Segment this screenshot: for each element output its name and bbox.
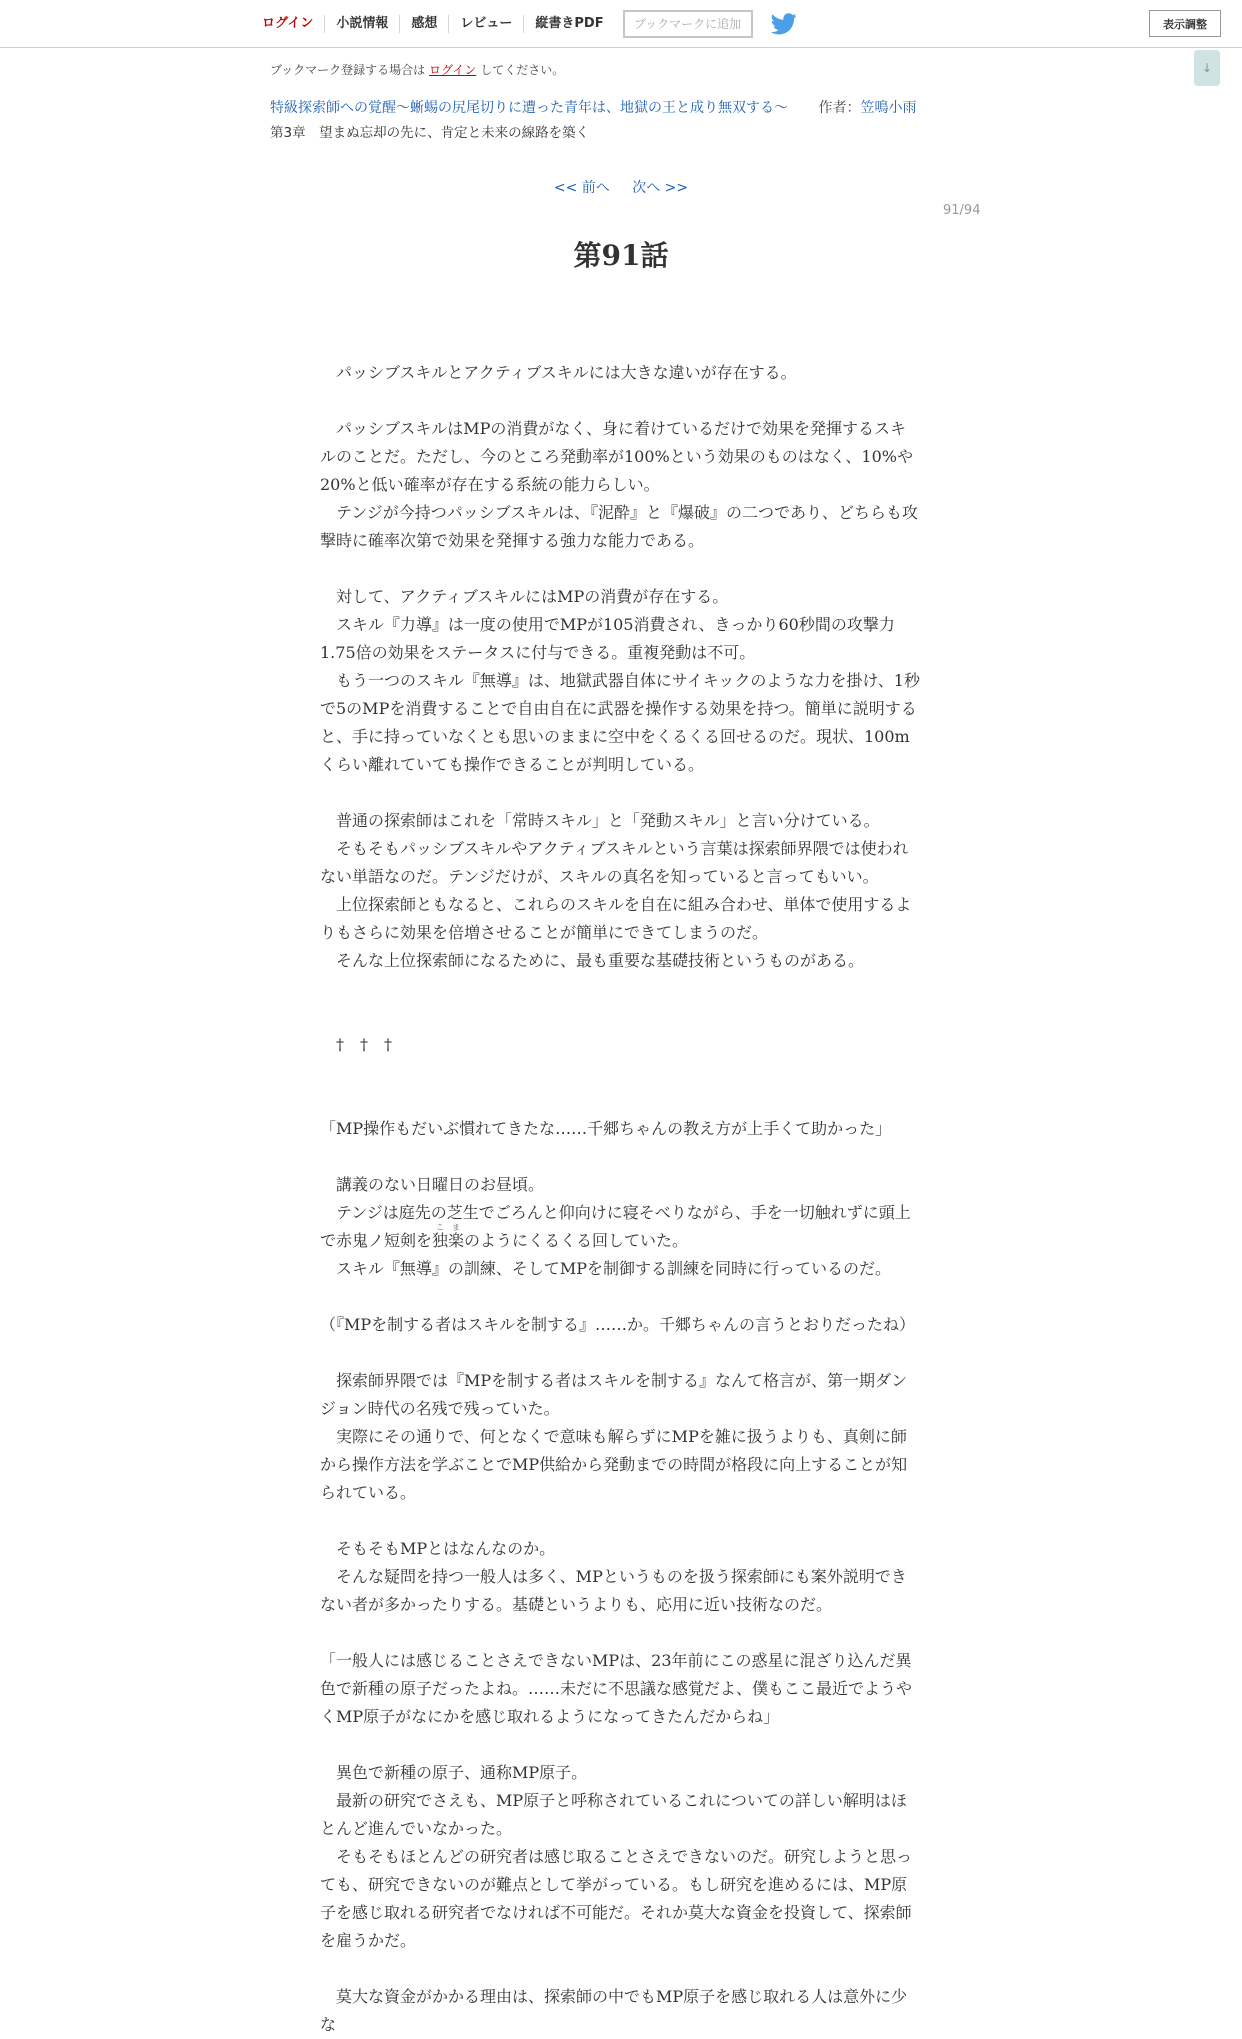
bookmark-notice [270,61,564,78]
novel-title-line [270,97,916,117]
episode-body [320,359,920,2039]
paragraph: そもそもほとんどの研究者は感じ取ることさえできないのだ。研究しようと思っても、研究できないのが難点として挙がっている。もし研究を進めるには、MP原子を感じ取れる研究者でなければ不可能だ。それか莫大な資金を投資して、探索師を雇うかだ。 [320,1847,913,1950]
novel-title-link[interactable]: 特級探索師への覚醒～蜥蜴の尻尾切りに遭った青年は、地獄の王と成り無双する～ [270,100,788,116]
paragraph: パッシブスキルはMPの消費がなく、身に着けているだけで効果を発揮するスキルのことだ。ただし、今のところ発動率が100%という効果のものはなく、10%や20%と低い確率が存在する系統の能力らしい。 [320,419,913,494]
notice-before: ブックマーク登録する場合は [270,63,426,77]
nav-review[interactable]: レビュー [449,15,524,33]
episode-title: 第91話 [573,239,669,272]
ruby-reading: こま [432,1223,465,1232]
ruby-base: 独楽 [432,1231,465,1250]
author-link[interactable]: 笠鳴小雨 [860,100,917,116]
scene-separator: † † † [320,1035,393,1054]
paragraph: スキル『力導』は一度の使用でMPが105消費され、きっかり60秒間の攻撃力1.75倍の効果をステータスに付与できる。重複発動は不可。 [320,615,895,662]
paragraph: 普通の探索師はこれを「常時スキル」と「発動スキル」と言い分けている。 [320,811,880,830]
main-nav [252,0,797,47]
ruby-word [432,1223,465,1250]
paragraph: そんな疑問を持つ一般人は多く、MPというものを扱う探索師にも案外説明できない者が多かったりする。基礎というよりも、応用に近い技術なのだ。 [320,1567,907,1614]
add-bookmark-button[interactable]: ブックマークに追加 [623,10,753,38]
author-label: 作者： [818,100,861,116]
episode-count: 91/94 [943,203,981,218]
nav-login[interactable]: ログイン [252,15,325,33]
paragraph: 探索師界隈では『MPを制する者はスキルを制する』なんて格言が、第一期ダンジョン時代の名残で残っていた。 [320,1371,908,1418]
nav-novel-info[interactable]: 小説情報 [325,15,400,33]
episode-pager [0,177,1242,197]
paragraph: 「一般人には感じることさえできないMPは、23年前にこの惑星に混ざり込んだ異色で新種の原子だったよね。……未だに不思議な感覚だよ、僕もここ最近でようやくMP原子がなにかを感じ取れるようになってきたんだからね」 [320,1651,913,1726]
paragraph: そんな上位探索師になるために、最も重要な基礎技術というものがある。 [320,951,865,970]
display-settings-button[interactable]: 表示調整 [1149,10,1221,37]
nav-impressions[interactable]: 感想 [400,15,449,33]
scroll-down-button[interactable]: ↓ [1194,50,1220,86]
paragraph: 莫大な資金がかかる理由は、探索師の中でもMP原子を感じ取れる人は意外に少な [320,1987,908,2034]
paragraph-part: テンジは庭先の芝生でごろんと仰向けに寝そべりながら、手を一切触れずに頭上で赤鬼ノ短剣を [320,1203,911,1250]
paragraph: 実際にその通りで、何となくで意味も解らずにMPを雑に扱うよりも、真剣に師から操作方法を学ぶことでMP供給から発動までの時間が格段に向上することが知られている。 [320,1427,908,1502]
nav-vertical-pdf[interactable]: 縦書きPDF [535,15,604,31]
paragraph: 上位探索師ともなると、これらのスキルを自在に組み合わせ、単体で使用するよりもさらに効果を倍増させることが簡単にできてしまうのだ。 [320,895,912,942]
paragraph: そもそもパッシブスキルやアクティブスキルという言葉は探索師界隈では使われない単語なのだ。テンジだけが、スキルの真名を知っていると言ってもいい。 [320,839,909,886]
paragraph: 対して、アクティブスキルにはMPの消費が存在する。 [320,587,729,606]
paragraph: 最新の研究でさえも、MP原子と呼称されているこれについての詳しい解明はほとんど進んでいなかった。 [320,1791,907,1838]
top-header [0,0,1242,48]
paragraph: 講義のない日曜日のお昼頃。 [320,1175,545,1194]
paragraph: 異色で新種の原子、通称MP原子。 [320,1763,588,1782]
notice-after: してください。 [480,63,565,77]
paragraph: （『MPを制する者はスキルを制する』……か。千郷ちゃんの言うとおりだったね） [320,1315,915,1334]
paragraph: スキル『無導』の訓練、そしてMPを制御する訓練を同時に行っているのだ。 [320,1259,891,1278]
twitter-icon[interactable] [771,13,797,35]
next-episode-link[interactable]: 次へ >> [632,180,689,196]
chapter-title: 第3章 望まぬ忘却の先に、肯定と未来の線路を築く [270,125,590,141]
notice-login-link[interactable]: ログイン [429,63,477,77]
paragraph: テンジが今持つパッシブスキルは、『泥酔』と『爆破』の二つであり、どちらも攻撃時に確率次第で効果を発揮する強力な能力である。 [320,503,919,550]
prev-episode-link[interactable]: << 前へ [553,180,610,196]
paragraph: そもそもMPとはなんなのか。 [320,1539,556,1558]
paragraph: パッシブスキルとアクティブスキルには大きな違いが存在する。 [320,363,797,382]
paragraph-with-ruby [320,1199,920,1255]
paragraph-part: のようにくるくる回していた。 [464,1231,689,1250]
paragraph: 「MP操作もだいぶ慣れてきたな……千郷ちゃんの教え方が上手くて助かった」 [320,1119,892,1138]
paragraph: もう一つのスキル『無導』は、地獄武器自体にサイキックのような力を掛け、1秒で5のMPを消費することで自由自在に武器を操作する効果を持つ。簡単に説明すると、手に持っていなくとも思いのままに空中をくるくる回せるのだ。現状、100mくらい離れていても操作できることが判明している。 [320,671,920,774]
